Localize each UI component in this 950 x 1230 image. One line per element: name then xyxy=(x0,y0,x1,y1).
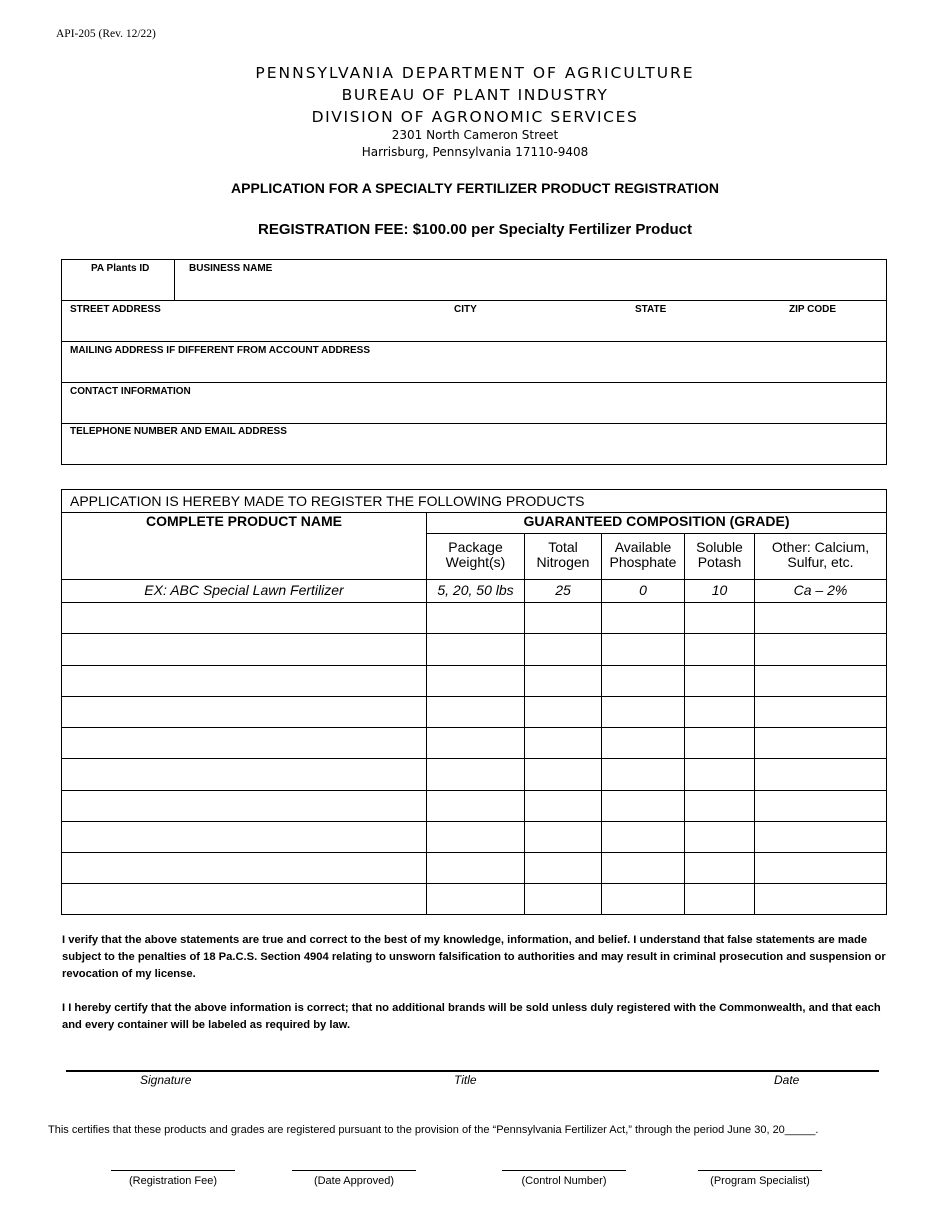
date-approved-label: (Date Approved) xyxy=(313,1175,395,1187)
column-divider xyxy=(684,533,685,914)
title-label: Title xyxy=(454,1073,477,1087)
column-divider xyxy=(426,512,427,914)
city-line: Harrisburg, Pennsylvania 17110-9408 xyxy=(361,145,589,159)
products-heading: APPLICATION IS HEREBY MADE TO REGISTER THE FOLLOWING PRODUCTS xyxy=(70,493,585,509)
row-divider xyxy=(62,758,886,759)
zip-code-label: ZIP CODE xyxy=(789,304,837,315)
program-specialist-label: (Program Specialist) xyxy=(710,1175,810,1187)
other-nutrients-header-line-1: Other: Calcium, xyxy=(771,539,870,555)
registration-fee-label: (Registration Fee) xyxy=(128,1175,218,1187)
row-divider xyxy=(62,852,886,853)
available-phosphate-header-line-2: Phosphate xyxy=(609,554,677,570)
column-divider xyxy=(601,533,602,914)
subheader-divider xyxy=(62,579,886,580)
address-row xyxy=(62,301,886,342)
example-other: Ca – 2% xyxy=(793,582,848,598)
available-phosphate-header-line-1: Available xyxy=(614,539,672,555)
signature-line xyxy=(66,1070,879,1072)
mailing-address-label: MAILING ADDRESS IF DIFFERENT FROM ACCOUNT ADDRESS xyxy=(70,345,370,356)
date-label: Date xyxy=(774,1073,800,1087)
registration-fee-line xyxy=(111,1170,235,1171)
available-phosphate-header xyxy=(602,540,684,570)
control-number-label: (Control Number) xyxy=(521,1175,607,1187)
signature-label: Signature xyxy=(140,1073,192,1087)
column-divider xyxy=(754,533,755,914)
form-id: API-205 (Rev. 12/22) xyxy=(56,28,156,40)
package-weight-header-line-2: Weight(s) xyxy=(445,554,506,570)
business-name-label: BUSINESS NAME xyxy=(189,263,273,274)
example-potash: 10 xyxy=(711,582,728,598)
phone-email-row xyxy=(62,424,886,465)
example-phosphate: 0 xyxy=(639,582,647,598)
city-label: CITY xyxy=(454,304,477,315)
pa-plants-id-label: PA Plants ID xyxy=(91,263,150,274)
verification-statement: I verify that the above statements are true and correct to the best of my knowledge, information, and belief. I understand that false statements are made subject to the penalties of 18 Pa.C.S. Section 4904 relating to unsworn falsification to authorities and may result in criminal prosecution and suspension or revocation of my license. xyxy=(62,934,886,980)
products-table xyxy=(61,489,887,915)
row-divider xyxy=(62,633,886,634)
other-nutrients-header xyxy=(755,540,886,570)
row-divider xyxy=(62,790,886,791)
example-nitrogen: 25 xyxy=(555,582,571,598)
soluble-potash-header-line-2: Potash xyxy=(697,554,742,570)
soluble-potash-header-line-1: Soluble xyxy=(696,539,743,555)
program-specialist-line xyxy=(698,1170,822,1171)
row-divider xyxy=(62,821,886,822)
package-weight-header xyxy=(427,540,524,570)
column-divider xyxy=(524,533,525,914)
row-divider xyxy=(62,883,886,884)
department-name: PENNSYLVANIA DEPARTMENT OF AGRICULTURE xyxy=(255,64,695,82)
control-number-line xyxy=(502,1170,626,1171)
contact-row xyxy=(62,383,886,424)
date-approved-line xyxy=(292,1170,416,1171)
id-divider xyxy=(174,260,175,301)
account-info-box xyxy=(61,259,887,465)
composition-header: GUARANTEED COMPOSITION (GRADE) xyxy=(523,513,790,529)
street-address-label: STREET ADDRESS xyxy=(70,304,161,315)
row-divider xyxy=(62,665,886,666)
phone-email-label: TELEPHONE NUMBER AND EMAIL ADDRESS xyxy=(70,426,287,437)
application-title: APPLICATION FOR A SPECIALTY FERTILIZER PRODUCT REGISTRATION xyxy=(231,180,719,196)
registration-fee: REGISTRATION FEE: $100.00 per Specialty Fertilizer Product xyxy=(257,221,692,238)
mailing-row xyxy=(62,342,886,383)
composition-divider xyxy=(426,533,886,534)
state-label: STATE xyxy=(635,304,667,315)
id-business-row xyxy=(62,260,886,301)
certification-statement: I I hereby certify that the above information is correct; that no additional brands will be sold unless duly registered with the Commonwealth, and that each and every container will be labeled as required by law. xyxy=(62,1002,881,1031)
street-address: 2301 North Cameron Street xyxy=(391,128,559,142)
row-divider xyxy=(62,696,886,697)
total-nitrogen-header-line-1: Total xyxy=(548,539,578,555)
division-name: DIVISION OF AGRONOMIC SERVICES xyxy=(311,108,639,126)
example-package-weight: 5, 20, 50 lbs xyxy=(437,582,514,598)
other-nutrients-header-line-2: Sulfur, etc. xyxy=(787,554,854,570)
row-divider xyxy=(62,727,886,728)
product-name-header: COMPLETE PRODUCT NAME xyxy=(146,513,342,529)
row-divider xyxy=(62,602,886,603)
total-nitrogen-header xyxy=(525,540,601,570)
contact-information-label: CONTACT INFORMATION xyxy=(70,386,191,397)
soluble-potash-header xyxy=(685,540,754,570)
package-weight-header-line-1: Package xyxy=(448,539,503,555)
registration-certification: This certifies that these products and grades are registered pursuant to the provision of the “Pennsylvania Fertilizer Act,” through the period June 30, 20_____. xyxy=(48,1124,819,1136)
bureau-name: BUREAU OF PLANT INDUSTRY xyxy=(341,86,609,104)
total-nitrogen-header-line-2: Nitrogen xyxy=(536,554,590,570)
example-product-name: EX: ABC Special Lawn Fertilizer xyxy=(144,582,344,598)
